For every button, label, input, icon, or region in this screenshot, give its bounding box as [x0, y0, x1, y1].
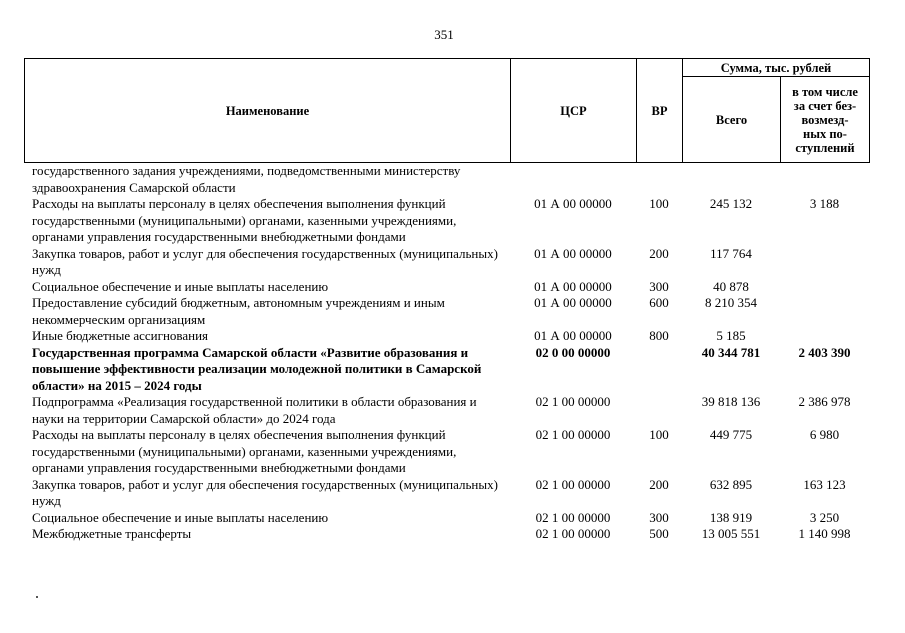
- row-name-cell: Закупка товаров, работ и услуг для обеспечения государственных (муниципальных) нужд: [32, 476, 498, 508]
- row-vr-cell: 100: [649, 427, 669, 442]
- row-csr-cell: [510, 163, 636, 196]
- table-row: [32, 427, 869, 477]
- row-csr-cell: 01 А 00 00000: [534, 295, 612, 310]
- row-csr-cell: 01 А 00 00000: [534, 196, 612, 211]
- row-total-cell: 632 895: [709, 476, 753, 492]
- row-total-cell: 40 344 781: [701, 344, 761, 360]
- header-total: Всего: [683, 77, 781, 163]
- header-csr: ЦСР: [511, 59, 637, 163]
- row-vr-cell: 100: [649, 196, 669, 211]
- row-name-cell: Межбюджетные трансферты: [32, 526, 192, 541]
- table-row: [32, 345, 869, 395]
- row-csr-cell: 02 1 00 00000: [535, 476, 611, 492]
- table-row: [32, 163, 869, 196]
- table-row: [32, 246, 869, 279]
- row-csr-cell: 02 1 00 00000: [535, 509, 611, 525]
- row-total-cell: 138 919: [709, 509, 753, 525]
- table-row: [32, 196, 869, 246]
- row-csr-cell: 02 1 00 00000: [535, 394, 611, 409]
- row-incl-cell: 2 403 390: [798, 344, 851, 360]
- scan-speck: [36, 596, 38, 598]
- row-name-cell: Предоставление субсидий бюджетным, автономным учреждениям и иным некоммерческим организациям: [32, 295, 445, 327]
- header-sum-group: Сумма, тыс. рублей: [683, 59, 870, 77]
- table-row: [32, 510, 869, 527]
- header-name: Наименование: [25, 59, 511, 163]
- row-name-cell: государственного задания учреждениями, подведомственными министерству здравоохранения Самарской области: [32, 163, 461, 195]
- row-incl-cell: [780, 163, 869, 196]
- row-vr-cell: [636, 394, 682, 427]
- row-total-cell: 5 185: [716, 328, 746, 343]
- row-incl-cell: [780, 328, 869, 345]
- row-csr-cell: 02 0 00 00000: [535, 344, 611, 360]
- row-name-cell: Государственная программа Самарской области «Развитие образования и повышение эффективности реализации молодежной политики в Самарской области» на 2015 – 2024 годы: [32, 344, 482, 393]
- row-total-cell: 13 005 551: [701, 526, 761, 541]
- header-vr: ВР: [637, 59, 683, 163]
- table-row: [32, 526, 869, 543]
- header-incl: в том числе за счет без- возмезд- ных по- ступлений: [781, 77, 870, 163]
- row-vr-cell: 200: [649, 476, 669, 492]
- row-total-cell: 8 210 354: [705, 295, 757, 310]
- row-incl-cell: [780, 279, 869, 296]
- row-vr-cell: [636, 163, 682, 196]
- row-vr-cell: 200: [649, 245, 669, 261]
- table-row: [32, 394, 869, 427]
- row-incl-cell: 1 140 998: [798, 526, 851, 541]
- row-name-cell: Расходы на выплаты персоналу в целях обеспечения выполнения функций государственными (муниципальными) органами, казенными учреждениями, органами управления государственными внебюджетными фондами: [32, 427, 457, 475]
- row-csr-cell: 01 А 00 00000: [534, 278, 612, 294]
- row-csr-cell: 02 1 00 00000: [535, 526, 611, 541]
- row-total-cell: 245 132: [709, 196, 753, 211]
- row-incl-cell: [780, 246, 869, 279]
- row-name-cell: Закупка товаров, работ и услуг для обеспечения государственных (муниципальных) нужд: [32, 245, 498, 277]
- table-row: [32, 279, 869, 296]
- table-row: [32, 477, 869, 510]
- row-incl-cell: [780, 295, 869, 328]
- row-csr-cell: 01 А 00 00000: [534, 328, 612, 343]
- row-vr-cell: 800: [649, 328, 669, 343]
- row-csr-cell: 02 1 00 00000: [535, 427, 611, 442]
- page-number: 351: [434, 27, 454, 42]
- row-total-cell: 40 878: [713, 278, 749, 294]
- table-row: [32, 295, 869, 328]
- row-vr-cell: 600: [649, 295, 669, 310]
- table-row: [32, 328, 869, 345]
- row-total-cell: 449 775: [709, 427, 753, 442]
- table-body: [32, 163, 869, 543]
- row-vr-cell: [636, 345, 682, 395]
- row-total-cell: 117 764: [710, 245, 752, 261]
- row-name-cell: Социальное обеспечение и иные выплаты населению: [32, 509, 329, 525]
- row-incl-cell: 6 980: [809, 427, 840, 442]
- row-name-cell: Иные бюджетные ассигнования: [32, 328, 209, 343]
- row-name-cell: Социальное обеспечение и иные выплаты населению: [32, 278, 329, 294]
- row-incl-cell: 163 123: [803, 476, 846, 492]
- row-vr-cell: 300: [649, 278, 669, 294]
- row-total-cell: [682, 163, 780, 196]
- table-header: [24, 58, 870, 163]
- row-name-cell: Подпрограмма «Реализация государственной политики в области образования и науки на территории Самарской области» до 2024 года: [32, 394, 477, 426]
- row-vr-cell: 500: [649, 526, 669, 541]
- row-name-cell: Расходы на выплаты персоналу в целях обеспечения выполнения функций государственными (муниципальными) органами, казенными учреждениями, органами управления государственными внебюджетными фондами: [32, 196, 457, 244]
- row-total-cell: 39 818 136: [701, 394, 761, 409]
- row-incl-cell: 2 386 978: [798, 394, 851, 409]
- row-incl-cell: 3 188: [809, 196, 840, 211]
- data-table: [32, 163, 869, 543]
- row-vr-cell: 300: [649, 509, 669, 525]
- row-incl-cell: 3 250: [809, 509, 840, 525]
- row-csr-cell: 01 А 00 00000: [534, 245, 612, 261]
